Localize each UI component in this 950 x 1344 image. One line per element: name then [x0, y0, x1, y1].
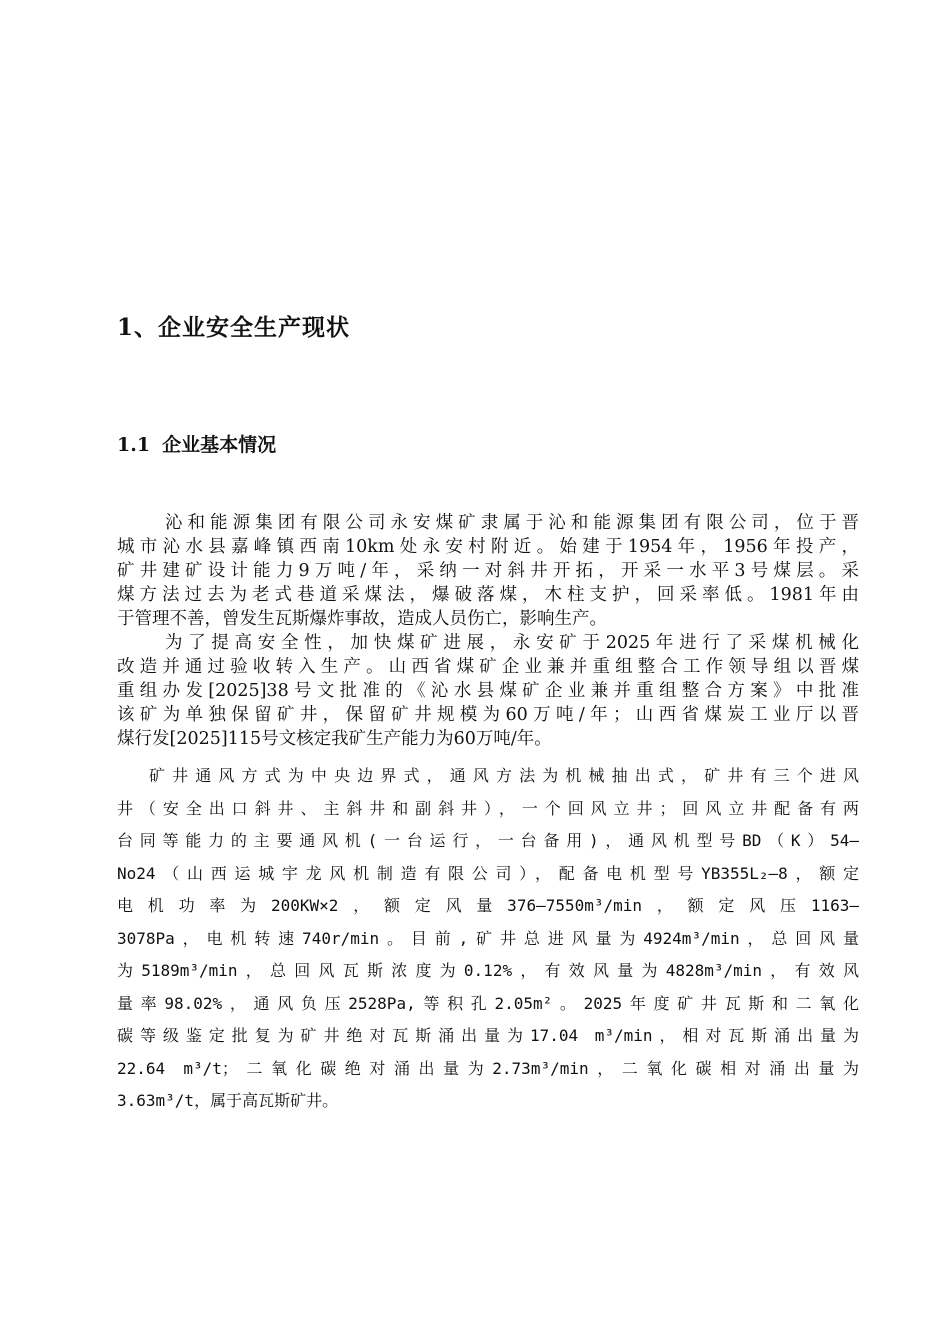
paragraph-mechanization: [117, 631, 859, 751]
paragraph-line: 煤行发[2025]115号文核定我矿生产能力为60万吨/年。: [117, 729, 552, 749]
paragraph-line: 矿井通风方式为中央边界式，通风方法为机械抽出式，矿井有三个进风: [149, 766, 859, 785]
body-text-block-1: [117, 511, 859, 751]
paragraph-line: 矿井建矿设计能力9万吨/年，采纳一对斜井开拓，开采一水平3号煤层。采: [117, 561, 859, 581]
paragraph-company-history: [117, 511, 859, 631]
paragraph-line: 煤方法过去为老式巷道采煤法，爆破落煤，木柱支护，回采率低。1981年由: [117, 585, 859, 605]
paragraph-line: 电机功率为200KW×2，额定风量376—7550m³/min，额定风压1163—: [117, 896, 859, 915]
paragraph-line: 沁和能源集团有限公司永安煤矿隶属于沁和能源集团有限公司，位于晋: [165, 513, 859, 533]
paragraph-line: 城市沁水县嘉峰镇西南10km处永安村附近。始建于1954年，1956年投产，: [117, 537, 859, 557]
paragraph-line: 3.63m³/t，属于高瓦斯矿井。: [117, 1091, 339, 1110]
paragraph-line: 于管理不善，曾发生瓦斯爆炸事故，造成人员伤亡，影响生产。: [117, 609, 607, 629]
subsection-number: 1.1: [117, 434, 151, 456]
paragraph-line: 台同等能力的主要通风机(一台运行，一台备用)，通风机型号BD（K）54—: [117, 831, 859, 850]
paragraph-line: 为5189m³/min，总回风瓦斯浓度为0.12%，有效风量为4828m³/min，有效风: [117, 961, 859, 980]
paragraph-line: 井（安全出口斜井、主斜井和副斜井），一个回风立井；回风立井配备有两: [117, 798, 859, 818]
subsection-title: 企业基本情况: [162, 434, 277, 456]
paragraph-line: 22.64 m³/t；二氧化碳绝对涌出量为2.73m³/min，二氧化碳相对涌出量为: [117, 1058, 859, 1078]
paragraph-ventilation: [117, 760, 859, 1118]
paragraph-line: No24（山西运城宇龙风机制造有限公司），配备电机型号YB355L₂—8，额定: [117, 863, 859, 883]
paragraph-line: 碳等级鉴定批复为矿井绝对瓦斯涌出量为17.04 m³/min，相对瓦斯涌出量为: [117, 1026, 859, 1045]
paragraph-line: 重组办发[2025]38号文批准的《沁水县煤矿企业兼并重组整合方案》中批准: [117, 681, 859, 701]
paragraph-line: 为了提高安全性，加快煤矿进展，永安矿于2025年进行了采煤机械化: [165, 633, 859, 653]
section-heading: 1、企业安全生产现状: [117, 314, 351, 341]
paragraph-line: 3078Pa，电机转速740r/min。目前,矿井总进风量为4924m³/min，总回风量: [117, 928, 859, 948]
paragraph-line: 改造并通过验收转入生产。山西省煤矿企业兼并重组整合工作领导组以晋煤: [117, 657, 859, 677]
paragraph-line: 该矿为单独保留矿井，保留矿井规模为60万吨/年；山西省煤炭工业厅以晋: [117, 705, 859, 725]
paragraph-line: 量率98.02%，通风负压2528Pa,等积孔2.05m²。2025年度矿井瓦斯和二氧化: [117, 993, 859, 1013]
subsection-heading: [117, 430, 276, 457]
